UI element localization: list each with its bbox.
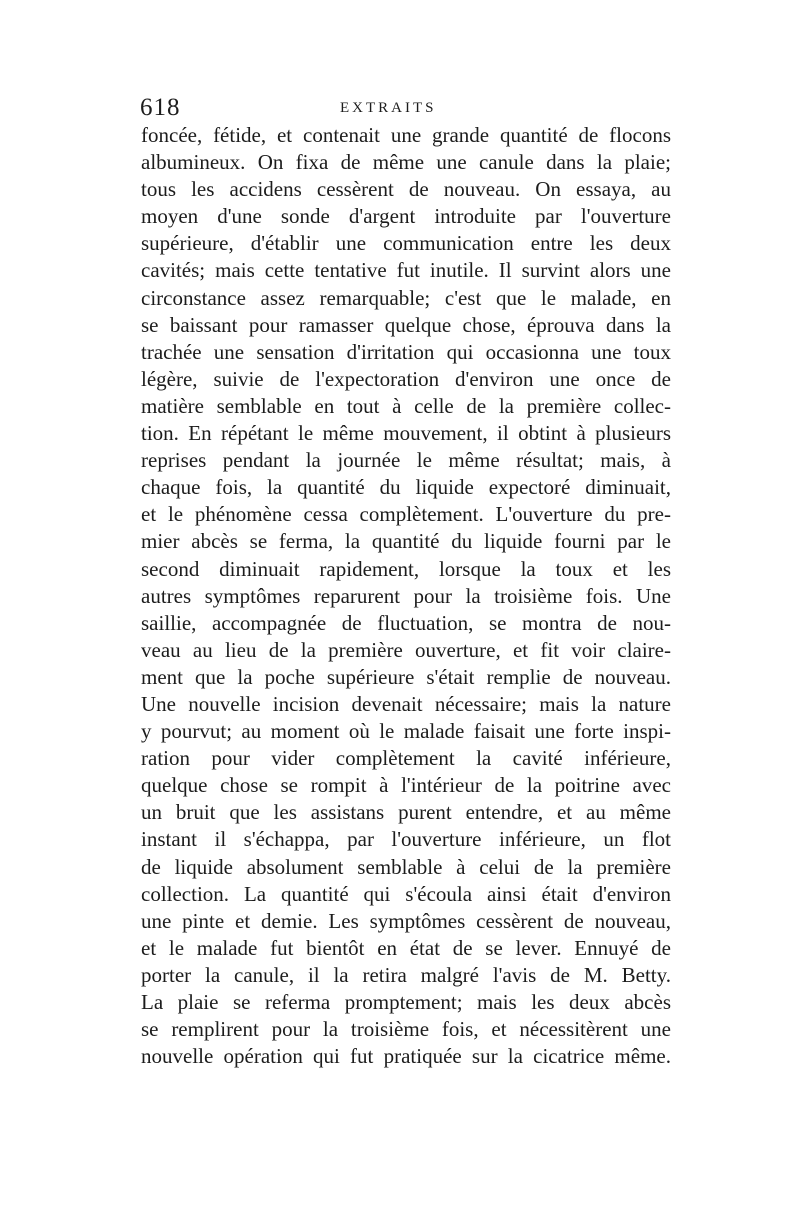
text-line: de liquide absolument semblable à celui de la première bbox=[141, 854, 671, 879]
text-line: ment que la poche supérieure s'était remplie de nouveau. bbox=[141, 664, 671, 689]
text-line: foncée, fétide, et contenait une grande quantité de flocons bbox=[141, 123, 671, 147]
text-line: un bruit que les assistans purent entendre, et au même bbox=[141, 800, 671, 825]
text-line: second diminuait rapidement, lorsque la toux et les bbox=[141, 556, 671, 581]
text-line: et le malade fut bientôt en état de se lever. Ennuyé de bbox=[141, 935, 671, 960]
text-line: moyen d'une sonde d'argent introduite par l'ouverture bbox=[141, 204, 671, 229]
text-line: se remplirent pour la troisième fois, et nécessitèrent une bbox=[141, 1017, 671, 1042]
text-line: mier abcès se ferma, la quantité du liquide fourni par le bbox=[141, 529, 671, 554]
text-line: instant il s'échappa, par l'ouverture inférieure, un flot bbox=[141, 827, 671, 852]
text-line: veau au lieu de la première ouverture, et fit voir claire- bbox=[141, 637, 671, 662]
text-line: supérieure, d'établir une communication entre les deux bbox=[141, 231, 671, 256]
text-line: matière semblable en tout à celle de la première collec- bbox=[141, 393, 671, 418]
text-line: chaque fois, la quantité du liquide expectoré diminuait, bbox=[141, 475, 671, 500]
text-line: légère, suivie de l'expectoration d'environ une once de bbox=[141, 366, 671, 391]
text-line: trachée une sensation d'irritation qui occasionna une toux bbox=[141, 339, 671, 364]
text-line: circonstance assez remarquable; c'est que le malade, en bbox=[141, 285, 671, 310]
text-line: ration pour vider complètement la cavité inférieure, bbox=[141, 746, 671, 771]
text-line: albumineux. On fixa de même une canule dans la plaie; bbox=[141, 150, 671, 175]
text-line: se baissant pour ramasser quelque chose, éprouva dans la bbox=[141, 312, 671, 337]
text-line: collection. La quantité qui s'écoula ainsi était d'environ bbox=[141, 881, 671, 906]
text-line: saillie, accompagnée de fluctuation, se montra de nou- bbox=[141, 610, 671, 635]
text-line: y pourvut; au moment où le malade faisait une forte inspi- bbox=[141, 719, 671, 744]
body-text bbox=[141, 122, 671, 1070]
text-line: autres symptômes reparurent pour la troisième fois. Une bbox=[141, 583, 671, 608]
text-line: porter la canule, il la retira malgré l'avis de M. Betty. bbox=[141, 962, 671, 987]
text-line: tion. En répétant le même mouvement, il obtint à plusieurs bbox=[141, 421, 671, 446]
text-line: La plaie se referma promptement; mais les deux abcès bbox=[141, 990, 671, 1014]
text-line: nouvelle opération qui fut pratiquée sur la cicatrice même. bbox=[141, 1044, 671, 1069]
text-line: cavités; mais cette tentative fut inutile. Il survint alors une bbox=[141, 258, 671, 283]
text-line: tous les accidens cessèrent de nouveau. On essaya, au bbox=[141, 177, 671, 202]
text-line: une pinte et demie. Les symptômes cessèrent de nouveau, bbox=[141, 908, 671, 933]
running-title: EXTRAITS bbox=[340, 100, 437, 116]
running-head bbox=[140, 94, 670, 122]
text-line: reprises pendant la journée le même résultat; mais, à bbox=[141, 448, 671, 473]
page-number: 618 bbox=[140, 94, 181, 121]
text-line: et le phénomène cessa complètement. L'ouverture du pre- bbox=[141, 502, 671, 527]
text-line: quelque chose se rompit à l'intérieur de la poitrine avec bbox=[141, 773, 671, 798]
text-line: Une nouvelle incision devenait nécessaire; mais la nature bbox=[141, 691, 671, 716]
